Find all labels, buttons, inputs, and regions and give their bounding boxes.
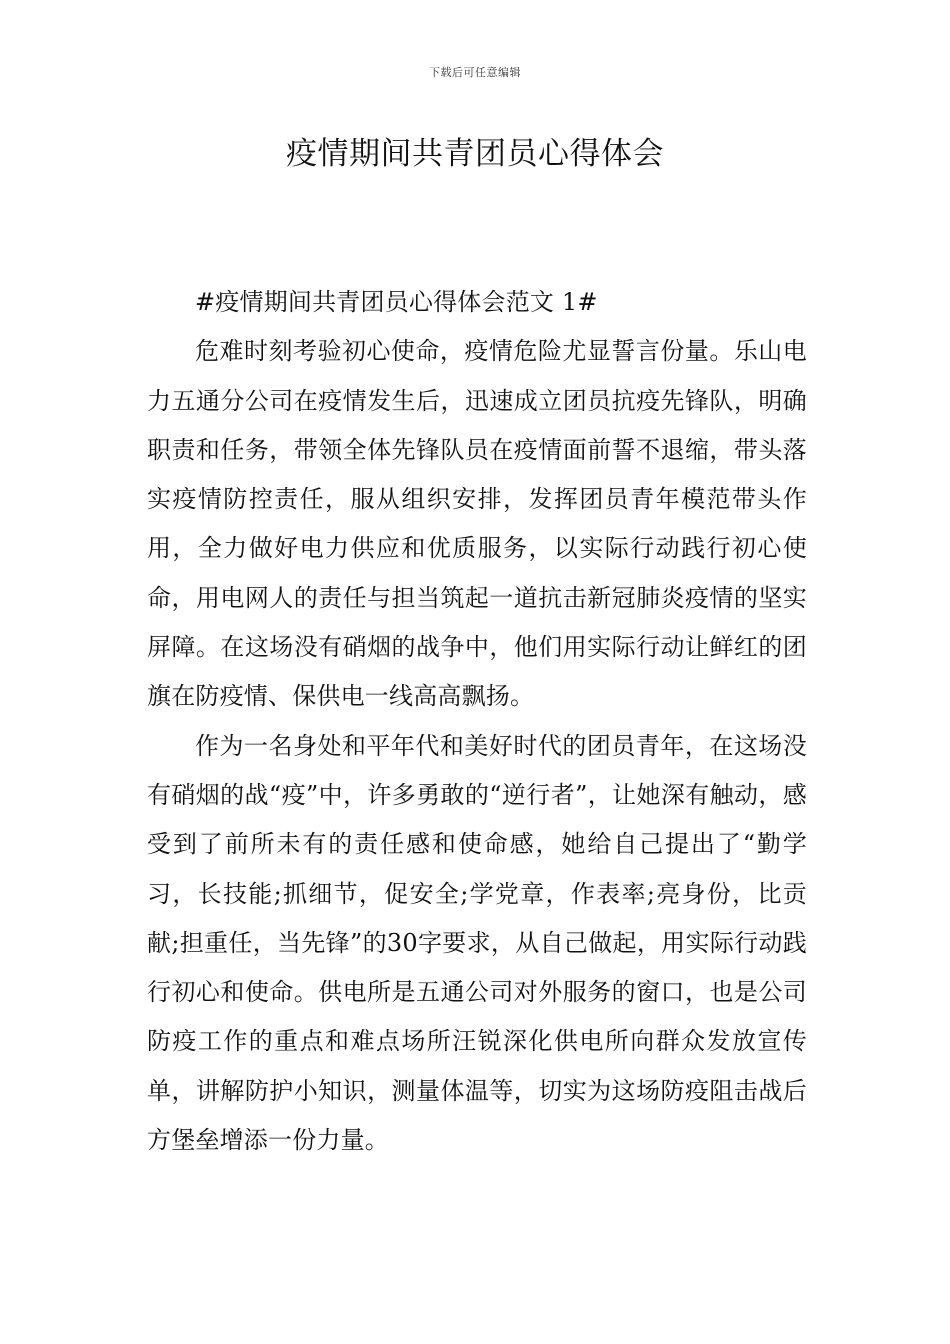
document-title: 疫情期间共青团员心得体会	[286, 136, 664, 172]
document-body	[147, 278, 807, 1165]
paragraph-1: 危难时刻考验初心使命，疫情危险尤显誓言份量。乐山电力五通分公司在疫情发生后，迅速成立团员抗疫先锋队，明确职责和任务，带领全体先锋队员在疫情面前誓不退缩，带头落实疫情防控责任，服从组织安排，发挥团员青年模范带头作用，全力做好电力供应和优质服务，以实际行动践行初心使命，用电网人的责任与担当筑起一道抗击新冠肺炎疫情的坚实屏障。在这场没有硝烟的战争中，他们用实际行动让鲜红的团旗在防疫情、保供电一线高高飘扬。	[147, 337, 807, 711]
paragraph-2: 作为一名身处和平年代和美好时代的团员青年，在这场没有硝烟的战“疫”中，许多勇敢的“逆行者”，让她深有触动，感受到了前所未有的责任感和使命感，她给自己提出了“勤学习，长技能;抓细节，促安全;学党章，作表率;亮身份，比贡献;担重任，当先锋”的30字要求，从自己做起，用实际行动践行初心和使命。供电所是五通公司对外服务的窗口，也是公司防疫工作的重点和难点场所汪锐深化供电所向群众发放宣传单，讲解防护小知识，测量体温等，切实为这场防疫阻击战后方堡垒增添一份力量。	[147, 731, 807, 1155]
section-heading: #疫情期间共青团员心得体会范文 1#	[195, 288, 598, 316]
header-note: 下载后可任意编辑	[429, 66, 521, 79]
